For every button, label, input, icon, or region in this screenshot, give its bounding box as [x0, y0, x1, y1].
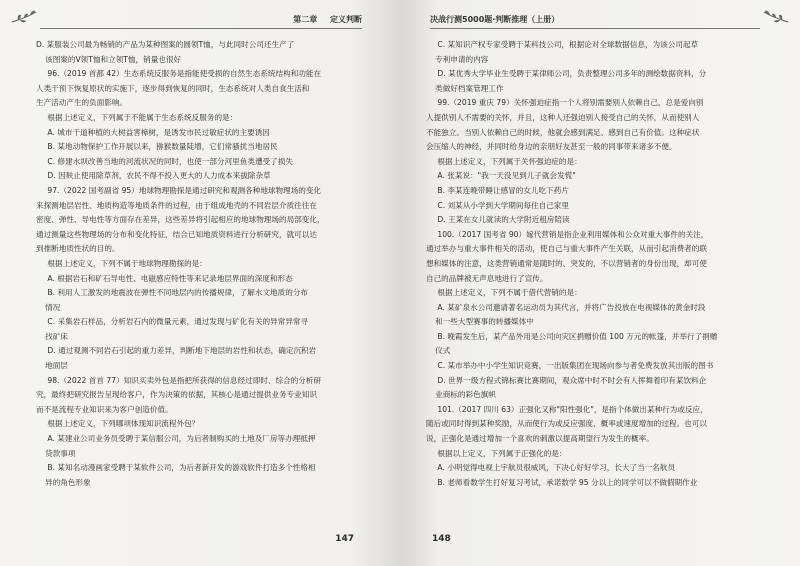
- option-line: D. 某优秀大学毕业生受聘于某律师公司，负责整理公司多年的测绘数据资料，分: [437, 69, 707, 79]
- text-line: 地面层: [45, 361, 68, 371]
- option-line: C. 采集岩石样品，分析岩石内的微量元素，通过发现与矿化有关的异常异常寻: [47, 317, 309, 327]
- option-line: D. 通过观测不同岩石引起的重力差异，判断地下地层的岩性和状态，确定沉积岩: [47, 346, 317, 356]
- option-line: B. 晚霞发生后，某产品外用是公司向灾区捐赠价值 100 万元的帐篷，并举行了捐赠: [437, 331, 718, 341]
- page-body: [36, 38, 370, 490]
- text-line: 究，最终把研究报告呈现给客户，作为决策的依据，其核心是通过提供业务专业知识: [36, 390, 317, 400]
- leaf-ornament-icon: [10, 8, 38, 26]
- text-line: 随后或同时得到某种奖励，从而使行为或反应强度、概率或速度增加的过程。也可以: [426, 419, 707, 429]
- page-number: 148: [432, 534, 451, 544]
- text-line: D. 某服装公司最为畅销的产品为某种图案的圆领T恤，与此同时公司还生产了: [36, 40, 295, 49]
- text-line: 会压缩人的神经，并同时给身边的亲朋好友甚至一般的同事带来诸多不便。: [426, 142, 677, 152]
- text-line: 类做好档案管理工作: [435, 83, 504, 93]
- option-line: A. 小明觉得电视上宇航员很威风，下决心好好学习，长大了当一名航员: [437, 463, 676, 473]
- option-line: A. 某建业公司业务员受聘于某信服公司，为后者制购买的土地及厂房等办理抵押: [47, 434, 316, 444]
- text-line: 自己的品牌被无声息地进行了宣传。: [426, 273, 548, 283]
- text-line: 业商标的彩色旗帜: [435, 390, 496, 400]
- text-line: 通过举办与重大事件相关的活动，使自己与重大事件产生关联，从而引起消费者的联: [426, 244, 707, 254]
- question-line: 97.（2022 国考副省 95）地球物理勘探是通过研究和观测各种地球物理场的变化: [47, 185, 322, 195]
- text-line: 和一些大型赛事的转播媒体中: [435, 317, 534, 327]
- option-line: C. 刘某从小学到大学期间每住自己家里: [437, 200, 570, 210]
- text-line: 生产活动产生的负面影响。: [36, 98, 128, 108]
- text-line: 说，正强化是通过增加一个喜欢的刺激以提高期望行为发生的概率。: [426, 434, 654, 444]
- text-line: 人类干预下恢复原状的实施下，逐步得到恢复的同时，生态系统对人类自食生活和: [36, 83, 310, 93]
- text-line: 仪式: [435, 346, 451, 356]
- page-header: [40, 14, 362, 29]
- option-line: B. 某知名动漫画家受聘于某软件公司，为后者新开发的游戏软件打造多个性格相: [47, 463, 316, 473]
- chapter-label: 第二章: [293, 15, 318, 24]
- option-line: C. 修建水坝改善当地的河流状况的同时，也使一部分河里鱼类遭受了损失: [47, 156, 293, 166]
- option-line: D. 因麸止使用除草剂，农民不得不投入更大的人力成本来拔除杂草: [47, 171, 271, 181]
- text-line: 不能独立。当别人依赖自己的时候，他就会感到满足、感到自己有价值。这种症状: [426, 127, 700, 137]
- text-line: 专利申请的内容: [435, 54, 489, 64]
- question-line: 99.（2019 重庆 79）关怀强迫症指一个人将别需要别人依赖自己，总是爱向别: [437, 98, 704, 108]
- question-line: 98.（2022 首首 77）知识买卖外包是指把所获得的信息经过即时、综合的分析研: [47, 375, 322, 385]
- option-line: B. 李某连晚带睡让感冒的女儿吃下药片: [437, 185, 569, 195]
- text-line: 来探测地层岩性、地质构造等地质条件的过程，由于组成地壳的不同岩层介质往往在: [36, 200, 317, 210]
- page-body: [426, 38, 762, 490]
- text-line: 到推断地质性状的目的。: [36, 244, 120, 254]
- text-line: 想和媒体的注意，这类营销通常是随时的、突发的，不以营销者的身份出现，却可使: [426, 258, 707, 268]
- question-line: 101.（2017 四川 63）正强化又称"阳性强化"，是指个体做出某种行为或反应，: [437, 404, 708, 414]
- option-line: A. 张某说："我一天没见到儿子就会发慌": [437, 171, 576, 181]
- option-line: B. 利用人工激发的地震波在弹性不同地层内的传播规律，了解水文地质的分布: [47, 288, 309, 298]
- page-number: 147: [335, 534, 354, 544]
- text-line: 该图案的V领T恤和立领T恤，销量也很好: [45, 54, 182, 64]
- prompt-line: 根据上述定义，下列属于关怀强迫症的是：: [437, 156, 582, 166]
- text-line: 人提供别人不需要的关怀，并且，这种人还强迫别人接受自己的关怀，从而使别人: [426, 112, 700, 122]
- page-header: [430, 14, 760, 29]
- text-line: 通过测量这些物理场的分布和变化特征，结合已知地质资料进行分析研究，就可以达: [36, 229, 317, 239]
- option-line: C. 某知识产权专家受聘于某科技公司，根据论对全球数据信息，为该公司起草: [437, 40, 699, 49]
- option-line: D. 王某在女儿就读的大学附近租房陪读: [437, 215, 570, 225]
- text-line: 情况: [45, 302, 61, 312]
- text-line: 找矿床: [45, 331, 68, 341]
- leaf-ornament-icon: [762, 8, 790, 26]
- text-line: 贷款事项: [45, 448, 76, 458]
- question-line: 100.（2017 国考省 90）嫁代营销是指企业利用媒体和公众对重大事件的关注，: [437, 229, 709, 239]
- chapter-title: 定义判断: [330, 15, 362, 24]
- option-line: A. 根据岩石和矿石导电性、电磁感应特性等来记录地层界面的深度和形态: [47, 273, 293, 283]
- text-line: 密度、弹性、导电性等方面存在差异，这些差异将引起相应的地球物理场的局部变化，: [36, 215, 325, 225]
- prompt-line: 根据上述定义，下列不属于借代营销的是：: [437, 288, 582, 298]
- option-line: B. 老师看数学生打好复习考试，承诺数学 95 分以上的同学可以不做假期作业: [437, 477, 698, 487]
- option-line: C. 某市举办中小学生知识竞赛，一出版集团在现场向参与者免费发放其出版的图书: [437, 361, 714, 371]
- book-title: 决战行测5000题·判断推理（上册）: [430, 15, 560, 24]
- text-line: 而不是流程专业知识来为客户创造价值。: [36, 404, 173, 414]
- prompt-line: 根据上述定义，下列属于不能属于生态系统反服务的是：: [47, 112, 238, 122]
- question-line: 96.（2019 首都 42）生态系统反服务是指能使受损的自然生态系统结构和功能在: [47, 69, 322, 79]
- text-line: 异的角色形象: [45, 477, 91, 487]
- prompt-line: 根据上述定义，下列哪项体现知识流程外包？: [47, 419, 200, 429]
- option-line: A. 某矿泉水公司邀请著名运动员为其代言，并将广告投放在电视媒体的黄金时段: [437, 302, 706, 312]
- option-line: A. 城市干道种植的大树益害樟树，是诱发市民过敏症状的主要诱因: [47, 127, 270, 137]
- right-page: [400, 0, 800, 566]
- prompt-line: 根据以上定义，下列属于正强化的是：: [437, 448, 567, 458]
- prompt-line: 根据上述定义，下列不属于地球物理勘探的是：: [47, 258, 207, 268]
- option-line: B. 某地动物保护工作开展以来，猕猴数量陡增，它们常骚扰当地居民: [47, 142, 278, 152]
- option-line: D. 世界一级方程式锦标赛比赛期间，观众席中时不时会有人挥舞着印有某饮料企: [437, 375, 707, 385]
